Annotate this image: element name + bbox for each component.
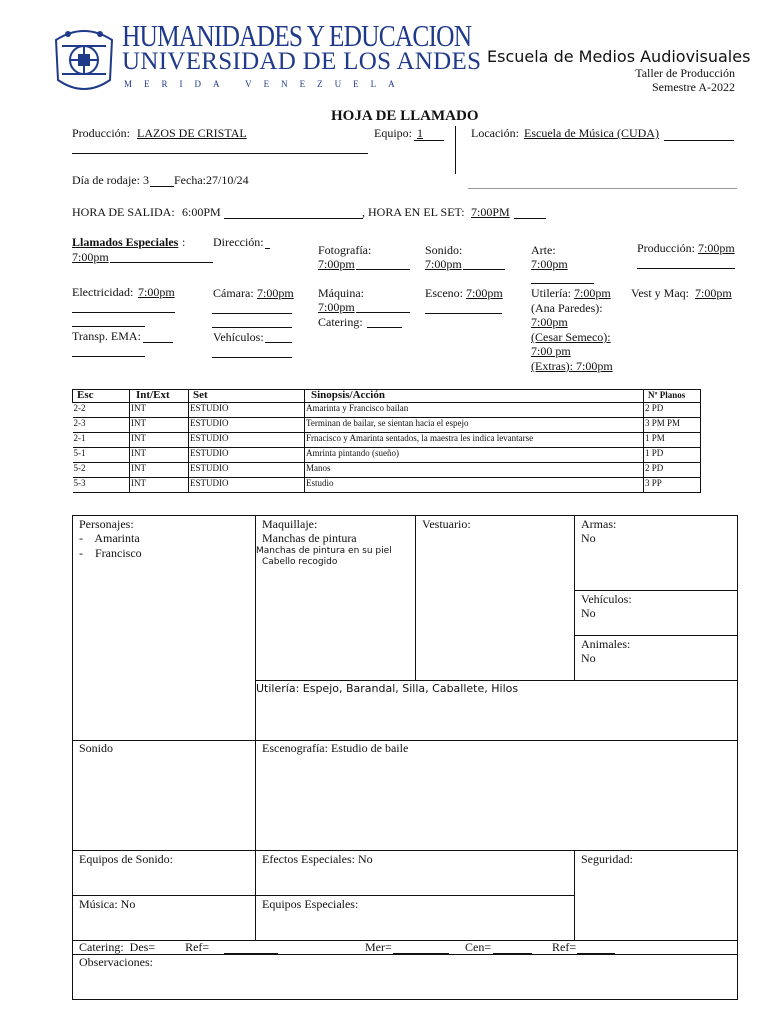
logo-line-2: UNIVERSIDAD DE LOS ANDES xyxy=(122,48,482,75)
scene-number-cell: 5-2 xyxy=(73,463,130,478)
scene-number-cell: 2-3 xyxy=(73,418,130,433)
vehiculos-call-label: Vehículos: xyxy=(213,330,264,344)
fotografia-label: Fotografía: xyxy=(318,243,372,257)
planos-cell: 1 PD xyxy=(644,448,701,463)
electricidad-time: 7:00pm xyxy=(138,285,175,299)
vestuario-label: Vestuario: xyxy=(422,517,471,531)
set-cell: ESTUDIO xyxy=(189,463,305,478)
production-label: Producción: xyxy=(72,126,130,140)
logo-line-3: MERIDA VENEZUELA xyxy=(124,79,407,89)
maquillaje-item-1: Manchas de pintura xyxy=(262,531,357,545)
animales-value: No xyxy=(581,651,596,665)
ana-time: 7:00pm xyxy=(531,315,568,329)
character-amarinta: - Amarinta xyxy=(79,531,140,545)
header-planos: Nº Planos xyxy=(644,390,701,403)
armas-value: No xyxy=(581,531,596,545)
vest-time: 7:00pm xyxy=(695,286,732,300)
seguridad-label: Seguridad: xyxy=(581,852,633,866)
planos-cell: 1 PM xyxy=(644,433,701,448)
musica-field: Música: No xyxy=(79,897,136,911)
scene-number-cell: 5-3 xyxy=(73,478,130,493)
utileria-field: Utilería: Espejo, Barandal, Silla, Caballete, Hilos xyxy=(256,682,519,695)
esceno-label: Esceno: xyxy=(425,286,463,300)
escenografia-field: Escenografía: Estudio de baile xyxy=(262,741,409,755)
int-ext-cell: INT xyxy=(130,463,189,478)
sinopsis-cell: Terminan de bailar, se sientan hacia el espejo xyxy=(305,418,644,433)
header-int-ext: Int/Ext xyxy=(130,390,189,403)
int-ext-cell: INT xyxy=(130,433,189,448)
form-grid xyxy=(72,515,738,1000)
planos-cell: 2 PD xyxy=(644,463,701,478)
header-set: Set xyxy=(189,390,305,403)
utileria-call-label: Utilería: xyxy=(531,286,571,300)
produccion-label: Producción: xyxy=(637,241,695,255)
fotografia-time: 7:00pm xyxy=(318,257,355,271)
scene-number-cell: 2-1 xyxy=(73,433,130,448)
catering-mer: Mer= xyxy=(365,940,392,954)
table-row xyxy=(73,448,701,463)
int-ext-cell: INT xyxy=(130,478,189,493)
extras-label: (Extras): 7:00pm xyxy=(531,359,613,373)
vehiculos-label: Vehículos: xyxy=(581,592,632,606)
header-sinopsis: Sinopsis/Acción xyxy=(305,390,644,403)
camara-time: 7:00pm xyxy=(257,286,294,300)
logo-line-1: HUMANIDADES Y EDUCACION xyxy=(122,18,472,53)
int-ext-cell: INT xyxy=(130,418,189,433)
int-ext-cell: INT xyxy=(130,448,189,463)
efectos-especiales-field: Efectos Especiales: No xyxy=(262,852,373,866)
ana-label: (Ana Paredes): xyxy=(531,301,603,315)
electricidad-label: Electricidad: xyxy=(72,285,134,299)
sonido-time: 7:00pm xyxy=(425,257,462,271)
header-esc: Esc xyxy=(73,390,130,403)
date-value: 27/10/24 xyxy=(206,173,249,187)
equipos-especiales-label: Equipos Especiales: xyxy=(262,897,359,911)
location-value: Escuela de Música (CUDA) xyxy=(524,126,659,140)
university-logo xyxy=(48,20,120,98)
maquina-label: Máquina: xyxy=(318,286,364,300)
table-row xyxy=(73,463,701,478)
sinopsis-cell: Amarinta y Francisco bailan xyxy=(305,403,644,418)
cesar-time: 7:00 pm xyxy=(531,344,571,358)
shoot-day-value: 3 xyxy=(143,173,149,187)
character-francisco: - Francisco xyxy=(79,546,142,560)
planos-cell: 3 PP xyxy=(644,478,701,493)
set-cell: ESTUDIO xyxy=(189,403,305,418)
animales-label: Animales: xyxy=(581,637,631,651)
set-cell: ESTUDIO xyxy=(189,418,305,433)
team-label: Equipo: xyxy=(374,126,412,140)
sinopsis-cell: Manos xyxy=(305,463,644,478)
cesar-label: (Cesar Semeco): xyxy=(531,330,611,344)
workshop-name: Taller de Producción xyxy=(635,66,735,80)
armas-label: Armas: xyxy=(581,517,617,531)
sonido-label: Sonido: xyxy=(425,243,463,257)
direccion-label: Dirección: xyxy=(213,235,264,249)
planos-cell: 2 PD xyxy=(644,403,701,418)
departure-label: HORA DE SALIDA: xyxy=(72,205,175,219)
arte-time: 7:00pm xyxy=(531,257,568,271)
sinopsis-cell: Estudio xyxy=(305,478,644,493)
arte-label: Arte: xyxy=(531,243,556,257)
set-cell: ESTUDIO xyxy=(189,433,305,448)
departure-value: 6:00PM xyxy=(182,205,221,219)
maquina-time: 7:00pm xyxy=(318,300,355,314)
maquillaje-label: Maquillaje: xyxy=(262,517,318,531)
table-row xyxy=(73,433,701,448)
utileria-time: 7:00pm xyxy=(574,286,611,300)
sinopsis-cell: Frnacisco y Amarinta sentados, la maestra les indica levantarse xyxy=(305,433,644,448)
scene-number-cell: 5-1 xyxy=(73,448,130,463)
observaciones-label: Observaciones: xyxy=(79,955,153,969)
semester: Semestre A-2022 xyxy=(652,80,735,94)
vest-label: Vest y Maq: xyxy=(631,286,689,300)
scenes-header-row xyxy=(73,390,701,403)
special-calls-time: 7:00pm xyxy=(72,250,109,264)
scene-number-cell: 2-2 xyxy=(73,403,130,418)
catering-cen: Cen= xyxy=(465,940,492,954)
produccion-time: 7:00pm xyxy=(698,241,735,255)
transp-label: Transp. EMA: xyxy=(72,329,141,343)
set-time-label: , HORA EN EL SET: xyxy=(362,205,465,219)
catering-ref: Ref= xyxy=(552,940,577,954)
sonido-field-label: Sonido xyxy=(79,741,114,755)
date-label: Fecha: xyxy=(174,173,206,187)
shoot-day-label: Día de rodaje: xyxy=(72,173,140,187)
set-time-value: 7:00PM xyxy=(471,205,510,219)
maquillaje-item-2: Manchas de pintura en su piel xyxy=(256,546,392,556)
table-row xyxy=(73,403,701,418)
esceno-time: 7:00pm xyxy=(466,286,503,300)
table-row xyxy=(73,478,701,493)
maquillaje-item-3: Cabello recogido xyxy=(262,557,338,567)
personajes-label: Personajes: xyxy=(79,517,134,531)
scenes-table xyxy=(72,389,701,493)
planos-cell: 3 PM PM xyxy=(644,418,701,433)
location-label: Locación: xyxy=(471,126,519,140)
set-cell: ESTUDIO xyxy=(189,448,305,463)
team-value: 1 xyxy=(417,126,423,140)
vehiculos-value: No xyxy=(581,606,596,620)
int-ext-cell: INT xyxy=(130,403,189,418)
sinopsis-cell: Amrinta pintando (sueño) xyxy=(305,448,644,463)
production-value: LAZOS DE CRISTAL xyxy=(137,126,247,140)
catering-call-label: Catering: xyxy=(318,315,363,329)
camara-label: Cámara: xyxy=(213,286,254,300)
equipos-sonido-label: Equipos de Sonido: xyxy=(79,852,174,866)
catering-line: Catering: Des= Ref= xyxy=(79,940,210,954)
table-row xyxy=(73,418,701,433)
page-title: HOJA DE LLAMADO xyxy=(331,108,479,124)
set-cell: ESTUDIO xyxy=(189,478,305,493)
special-calls-label: Llamados Especiales xyxy=(72,235,179,249)
school-name: Escuela de Medios Audiovisuales xyxy=(487,47,751,66)
